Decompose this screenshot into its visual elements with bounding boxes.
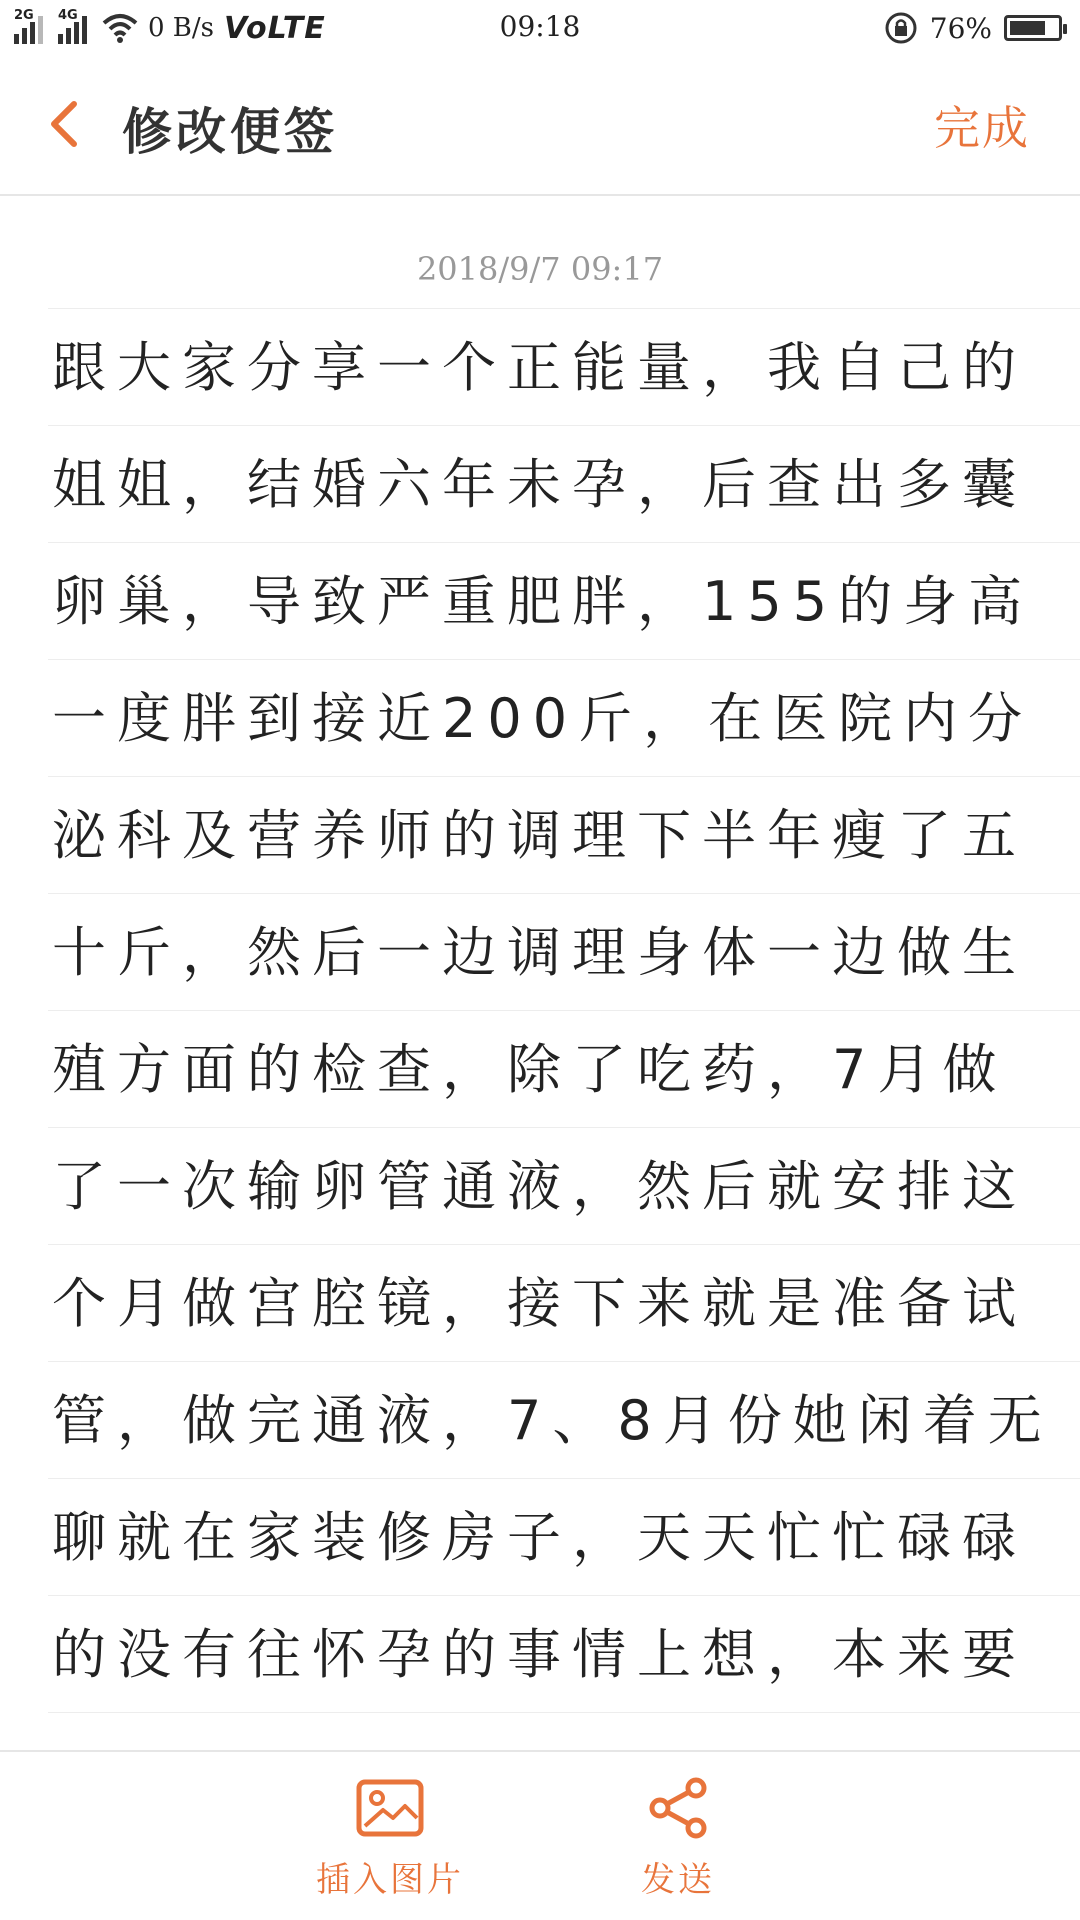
- insert-image-button[interactable]: [280, 1770, 500, 1901]
- note-line[interactable]: 个月做宫腔镜，接下来就是准备试: [48, 1244, 1080, 1361]
- note-line[interactable]: 了一次输卵管通液，然后就安排这: [48, 1127, 1080, 1244]
- image-icon: [355, 1778, 425, 1838]
- note-line-empty[interactable]: [48, 1712, 1080, 1750]
- done-button[interactable]: 完成: [934, 101, 1030, 155]
- note-line[interactable]: 十斤，然后一边调理身体一边做生: [48, 893, 1080, 1010]
- send-label: 发送: [641, 1860, 715, 1900]
- network-type-2: 4G: [58, 8, 78, 23]
- send-button[interactable]: [568, 1770, 788, 1901]
- note-timestamp: 2018/9/7 09:17: [416, 250, 664, 288]
- rotation-lock-icon: [884, 11, 918, 45]
- note-line[interactable]: 一度胖到接近200斤，在医院内分: [48, 659, 1080, 776]
- note-line[interactable]: 跟大家分享一个正能量，我自己的: [48, 308, 1080, 425]
- note-line[interactable]: 管，做完通液，7、8月份她闲着无: [48, 1361, 1080, 1478]
- back-arrow-icon[interactable]: [40, 96, 96, 152]
- note-line[interactable]: 姐姐，结婚六年未孕，后查出多囊: [48, 425, 1080, 542]
- note-editor[interactable]: [0, 198, 1080, 1750]
- status-bar: [0, 0, 1080, 56]
- note-body[interactable]: [48, 308, 1080, 1750]
- battery-percent: 76%: [929, 11, 992, 45]
- network-type-1: 2G: [14, 8, 34, 23]
- note-line[interactable]: 的没有往怀孕的事情上想，本来要: [48, 1595, 1080, 1712]
- note-line[interactable]: 泌科及营养师的调理下半年瘦了五: [48, 776, 1080, 893]
- status-time: 09:18: [499, 10, 581, 43]
- share-icon: [646, 1776, 710, 1840]
- note-line[interactable]: 卵巢，导致严重肥胖，155的身高: [48, 542, 1080, 659]
- insert-image-label: 插入图片: [316, 1860, 464, 1900]
- note-line[interactable]: 殖方面的检查，除了吃药，7月做: [48, 1010, 1080, 1127]
- data-rate: 0 B/s: [148, 13, 215, 43]
- note-line[interactable]: 聊就在家装修房子，天天忙忙碌碌: [48, 1478, 1080, 1595]
- page-title: 修改便签: [122, 103, 338, 161]
- app-bar: [0, 56, 1080, 196]
- bottom-toolbar: [0, 1750, 1080, 1920]
- battery-icon: [1004, 15, 1062, 41]
- status-right: [884, 8, 1062, 48]
- volte-indicator: VoLTE: [224, 10, 326, 46]
